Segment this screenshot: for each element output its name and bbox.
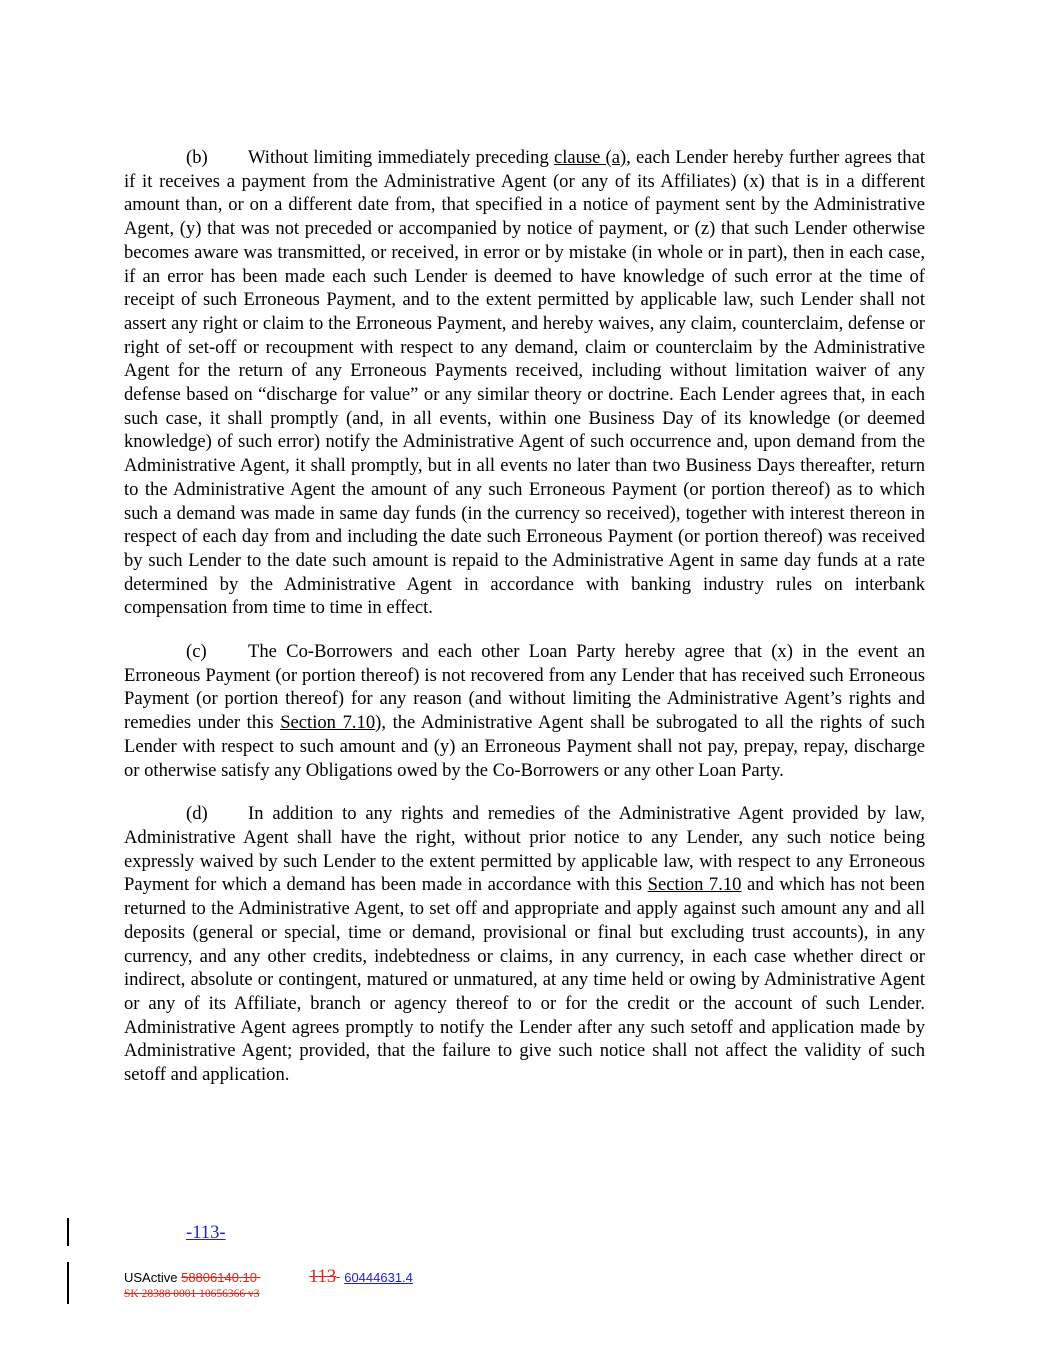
paragraph-c-text-end: ), the Administrative Agent shall be subrogated to all the rights of such Lender with respect to such amount and (y) an Erroneous Payment shall not pay, prepay, repay, discharge or otherwise satisfy any Obligations owed by the Co-Borrowers or any other Loan Party. <box>124 712 925 781</box>
paragraph-d <box>124 802 925 1086</box>
document-body <box>124 146 925 1107</box>
change-bar <box>67 1262 69 1304</box>
paragraph-b-label: (b) <box>186 147 208 168</box>
footer-doc-id-line <box>124 1266 413 1288</box>
page-number-text: -113- <box>186 1222 226 1243</box>
paragraph-d-text-start: In addition to any rights and remedies of the Administrative Agent provided by law, Administrative Agent shall have the right, without prior notice to any Lender, any such notice being expressly waived by such Lender to the extent permitted by applicable law, with respect to any Erroneous Payment for which a demand has been made in accordance with this <box>124 803 925 896</box>
clause-a-reference: clause (a) <box>553 147 627 168</box>
footer-deleted-spacer <box>257 1270 309 1285</box>
footer-page-number-deleted: 113 <box>309 1266 337 1287</box>
section-reference: Section 7.10 <box>647 874 742 896</box>
page-number-inserted <box>124 1222 226 1244</box>
paragraph-b-text-start: Without limiting immediately preceding <box>248 147 554 168</box>
change-bar <box>67 1218 69 1246</box>
section-reference: Section 7.10 <box>280 712 376 734</box>
paragraph-c-label: (c) <box>186 641 207 663</box>
paragraph-b <box>124 146 925 620</box>
paragraph-d-label: (d) <box>186 803 208 825</box>
paragraph-d-text-end: and which has not been returned to the Administrative Agent, to set off and appropriate and apply against such amount any and all deposits (general or special, time or demand, provisional or final but excluding trust accounts), in any currency, and any other credits, indebtedness or claims, in any currency, in each case whether direct or indirect, absolute or contingent, matured or unmatured, at any time held or owing by Administrative Agent or any of its Affiliate, branch or agency thereof to or for the credit or the account of such Lender. Administrative Agent agrees promptly to notify the Lender after any such setoff and application made by Administrative Agent; provided, that the failure to give such notice shall not affect the validity of such setoff and application. <box>124 874 925 1086</box>
footer-sk-line-deleted: SK 28388 0001 10656366 v3 <box>124 1288 260 1300</box>
footer-doc-id-deleted: 58806140.10 <box>181 1270 258 1285</box>
footer-doc-id-inserted: 60444631.4 <box>344 1270 413 1285</box>
paragraph-c <box>124 640 925 782</box>
paragraph-c-text-start: The Co-Borrowers and each other Loan Party hereby agree that (x) in the event an Erroneous Payment (or portion thereof) is not recovered from any Lender that has received such Erroneous Payment (or portion thereof) for any reason (and without limiting the Administrative Agent’s rights and remedies under this <box>124 641 925 734</box>
paragraph-b-text-end: , each Lender hereby further agrees that if it receives a payment from the Administrative Agent (or any of its Affiliates) (x) that is in a different amount than, or on a different date from, that specified in a notice of payment sent by the Administrative Agent, (y) that was not preceded or accompanied by notice of payment, or (z) that such Lender otherwise becomes aware was transmitted, or received, in error or by mistake (in whole or in part), then in each case, if an error has been made each such Lender is deemed to have knowledge of such error at the time of receipt of such Erroneous Payment, and to the extent permitted by applicable law, such Lender shall not assert any right or claim to the Erroneous Payment, and hereby waives, any claim, counterclaim, defense or right of set-off or recoupment with respect to any demand, claim or counterclaim by the Administrative Agent for the return of any Erroneous Payments received, including without limitation waiver of any defense based on “discharge for value” or any similar theory or doctrine. Each Lender agrees that, in each such case, it shall promptly (and, in all events, within one Business Day of its knowledge (or deemed knowledge) of such error) notify the Administrative Agent of such occurrence and, upon demand from the Administrative Agent, it shall promptly, but in all events no later than two Business Days thereafter, return to the Administrative Agent the amount of any such Erroneous Payment (or portion thereof) as to which such a demand was made in same day funds (in the currency so received), together with interest thereon in respect of each day from and including the date such Erroneous Payment (or portion thereof) was received by such Lender to the date such amount is repaid to the Administrative Agent in same day funds at a rate determined by the Administrative Agent in accordance with banking industry rules on interbank compensation from time to time in effect. <box>124 147 925 619</box>
footer-doc-label: USActive <box>124 1270 178 1285</box>
